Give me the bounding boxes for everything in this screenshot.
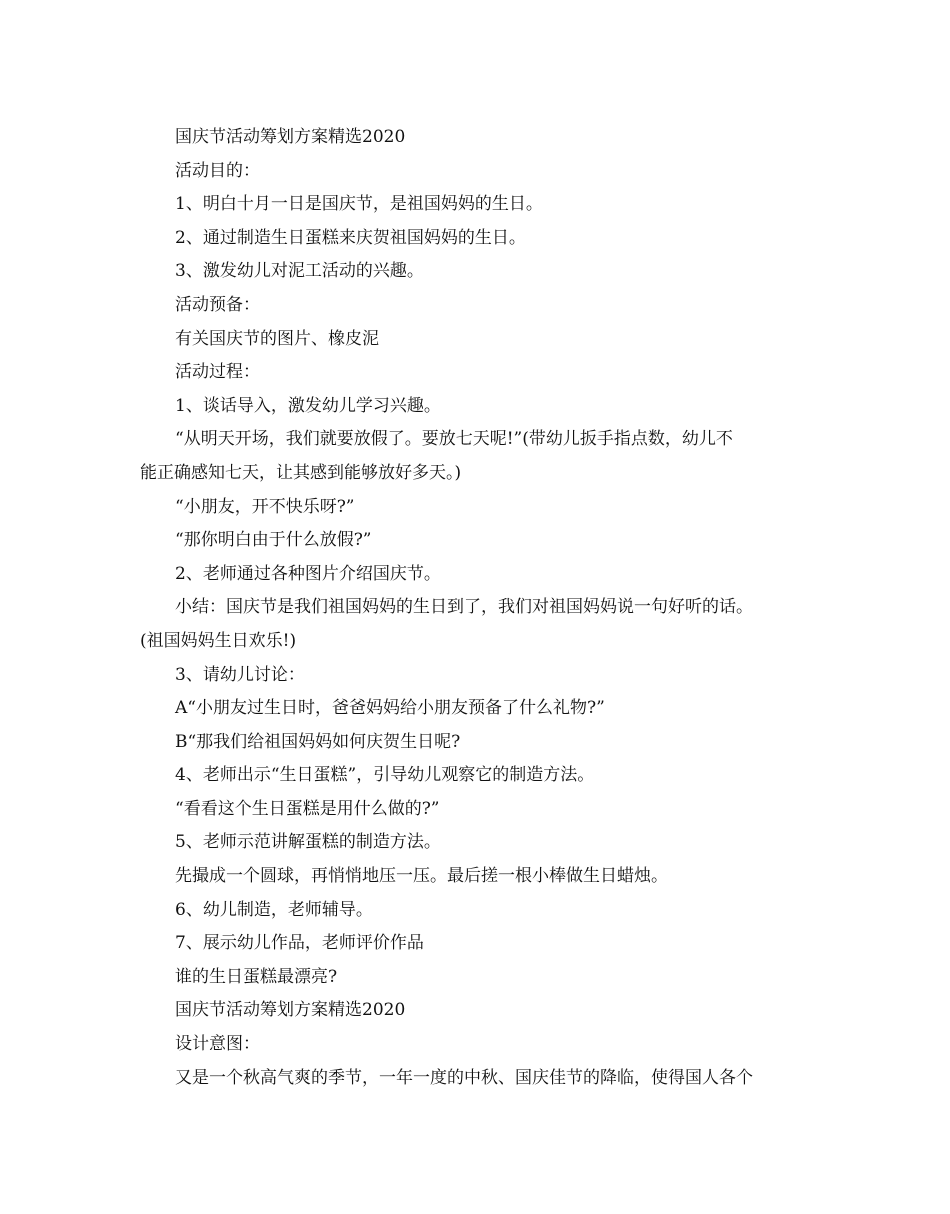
section-heading-goals: 活动目的： xyxy=(175,160,260,181)
document-body xyxy=(140,121,816,1095)
text-line: 3、请幼儿讨论： xyxy=(175,664,305,685)
text-line: 先撮成一个圆球，再悄悄地压一压。最后搓一根小棒做生日蜡烛。 xyxy=(175,866,668,887)
text-line: 2、通过制造生日蛋糕来庆贺祖国妈妈的生日。 xyxy=(175,227,526,248)
text-line: 有关国庆节的图片、橡皮泥 xyxy=(175,328,379,349)
text-line: “小朋友，开不快乐呀?” xyxy=(175,496,355,517)
text-line: “看看这个生日蛋糕是用什么做的?” xyxy=(175,798,440,819)
text-line: (祖国妈妈生日欢乐!) xyxy=(140,630,297,651)
section-heading-preparation: 活动预备： xyxy=(175,294,260,315)
section-heading-design-intent: 设计意图： xyxy=(175,1034,260,1055)
document-title-repeat: 国庆节活动筹划方案精选2020 xyxy=(175,1000,406,1021)
text-line: A“小朋友过生日时，爸爸妈妈给小朋友预备了什么礼物?” xyxy=(175,698,605,719)
text-line: 1、明白十月一日是国庆节，是祖国妈妈的生日。 xyxy=(175,194,543,215)
text-line: 2、老师通过各种图片介绍国庆节。 xyxy=(175,563,441,584)
text-line: 1、谈话导入，激发幼儿学习兴趣。 xyxy=(175,395,441,416)
text-line: 能正确感知七天，让其感到能够放好多天。) xyxy=(140,462,462,483)
text-line: 6、幼儿制造，老师辅导。 xyxy=(175,899,373,920)
text-line: 小结：国庆节是我们祖国妈妈的生日到了，我们对祖国妈妈说一句好听的话。 xyxy=(175,597,753,618)
text-line: 5、老师示范讲解蛋糕的制造方法。 xyxy=(175,832,441,853)
text-line: B“那我们给祖国妈妈如何庆贺生日呢? xyxy=(175,731,461,752)
text-line: 7、展示幼儿作品，老师评价作品 xyxy=(175,933,424,954)
text-line: 谁的生日蛋糕最漂亮? xyxy=(175,966,338,987)
text-line: 又是一个秋高气爽的季节，一年一度的中秋、国庆佳节的降临，使得国人各个 xyxy=(175,1067,753,1088)
text-line: 3、激发幼儿对泥工活动的兴趣。 xyxy=(175,261,424,282)
document-title: 国庆节活动筹划方案精选2020 xyxy=(175,127,406,147)
text-line: “那你明白由于什么放假?” xyxy=(175,530,372,551)
text-line: “从明天开场，我们就要放假了。要放七天呢!”(带幼儿扳手指点数，幼儿不 xyxy=(175,429,733,450)
section-heading-process: 活动过程： xyxy=(175,362,260,383)
text-line: 4、老师出示“生日蛋糕”，引导幼儿观察它的制造方法。 xyxy=(175,765,595,786)
